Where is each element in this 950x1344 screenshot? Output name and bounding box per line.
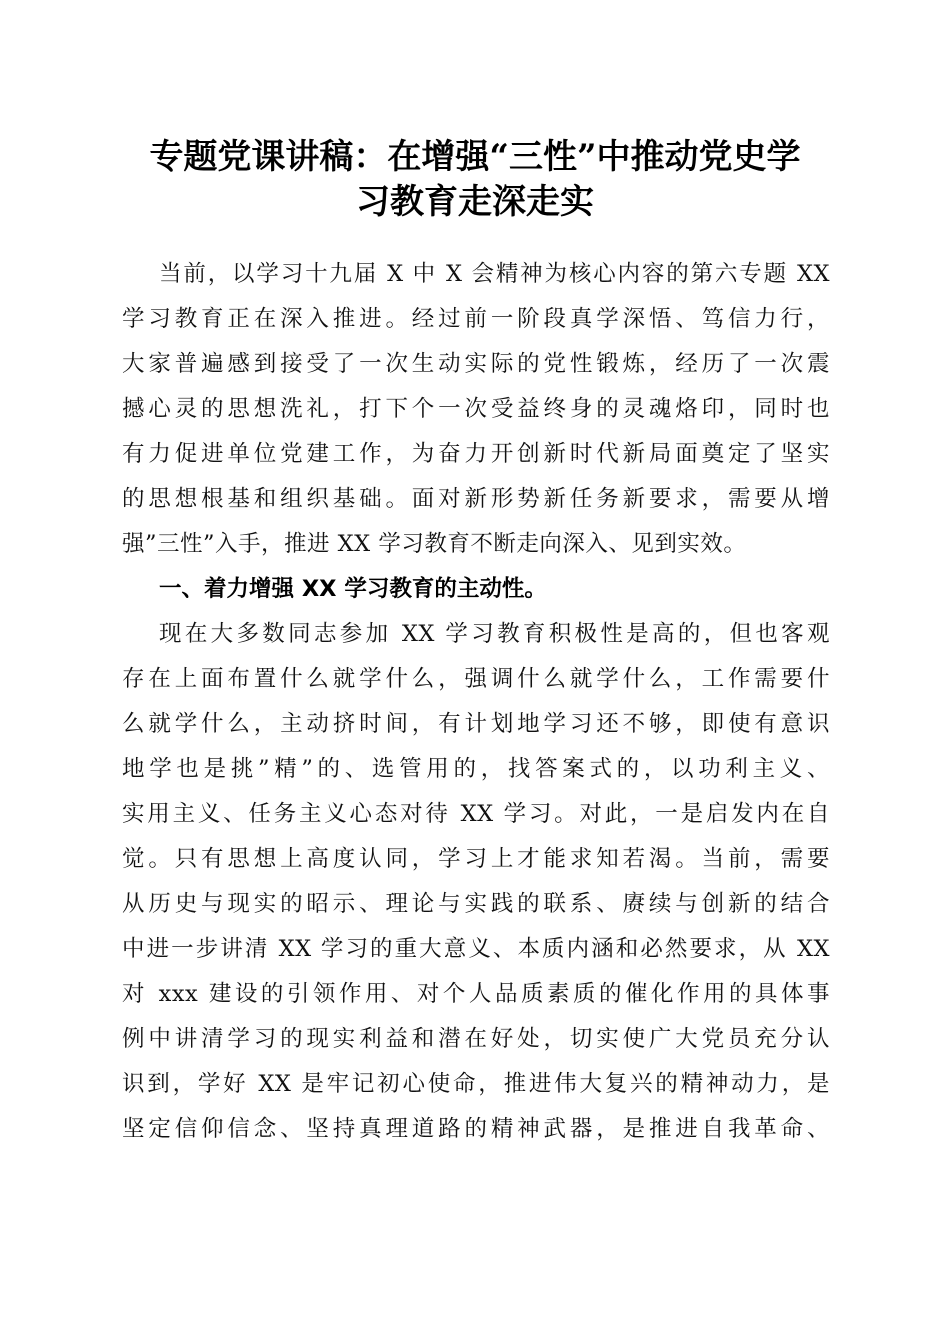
text-line: 坚定信仰信念、坚持真理道路的精神武器，是推进自我革命、	[122, 1116, 830, 1142]
text-line: 强”三性”入手，推进 XX 学习教育不断走向深入、见到实效。	[122, 531, 747, 557]
text-line: 么就学什么，主动挤时间，有计划地学习还不够，即使有意识	[122, 711, 830, 737]
text-line: 有力促进单位党建工作，为奋力开创新时代新局面奠定了坚实	[122, 441, 830, 467]
text-line: 实用主义、任务主义心态对待 XX 学习。对此，一是启发内在自	[122, 801, 830, 827]
text-line: 存在上面布置什么就学什么，强调什么就学什么，工作需要什	[122, 666, 830, 692]
text-line: 从历史与现实的昭示、理论与实践的联系、赓续与创新的结合	[122, 891, 830, 917]
title-line: 专题党课讲稿：在增强“三性”中推动党史学	[149, 137, 801, 177]
text-line: 撼心灵的思想洗礼，打下个一次受益终身的灵魂烙印，同时也	[122, 396, 830, 422]
text-line: 学习教育正在深入推进。经过前一阶段真学深悟、笃信力行，	[122, 306, 830, 332]
text-line: 例中讲清学习的现实利益和潜在好处，切实使广大党员充分认	[122, 1026, 830, 1052]
document-title	[100, 135, 850, 225]
title-line: 习教育走深走实	[356, 182, 594, 222]
text-line: 觉。只有思想上高度认同，学习上才能求知若渴。当前，需要	[122, 846, 830, 872]
text-line: 当前，以学习十九届 X 中 X 会精神为核心内容的第六专题 XX	[159, 261, 830, 287]
text-line: 地学也是挑”精”的、选管用的，找答案式的，以功利主义、	[122, 756, 830, 782]
document-body	[122, 252, 830, 1152]
text-line: 的思想根基和组织基础。面对新形势新任务新要求，需要从增	[122, 486, 830, 512]
section-heading: 一、着力增强 XX 学习教育的主动性。	[159, 576, 547, 602]
paragraph-section-1	[122, 612, 830, 1152]
text-line: 现在大多数同志参加 XX 学习教育积极性是高的，但也客观	[159, 621, 830, 647]
text-line: 对 xxx 建设的引领作用、对个人品质素质的催化作用的具体事	[122, 981, 830, 1007]
text-line: 识到，学好 XX 是牢记初心使命，推进伟大复兴的精神动力，是	[122, 1071, 830, 1097]
text-line: 中进一步讲清 XX 学习的重大意义、本质内涵和必然要求，从 XX	[122, 936, 830, 962]
paragraph-intro	[122, 252, 830, 567]
text-line: 大家普遍感到接受了一次生动实际的党性锻炼，经历了一次震	[122, 351, 830, 377]
